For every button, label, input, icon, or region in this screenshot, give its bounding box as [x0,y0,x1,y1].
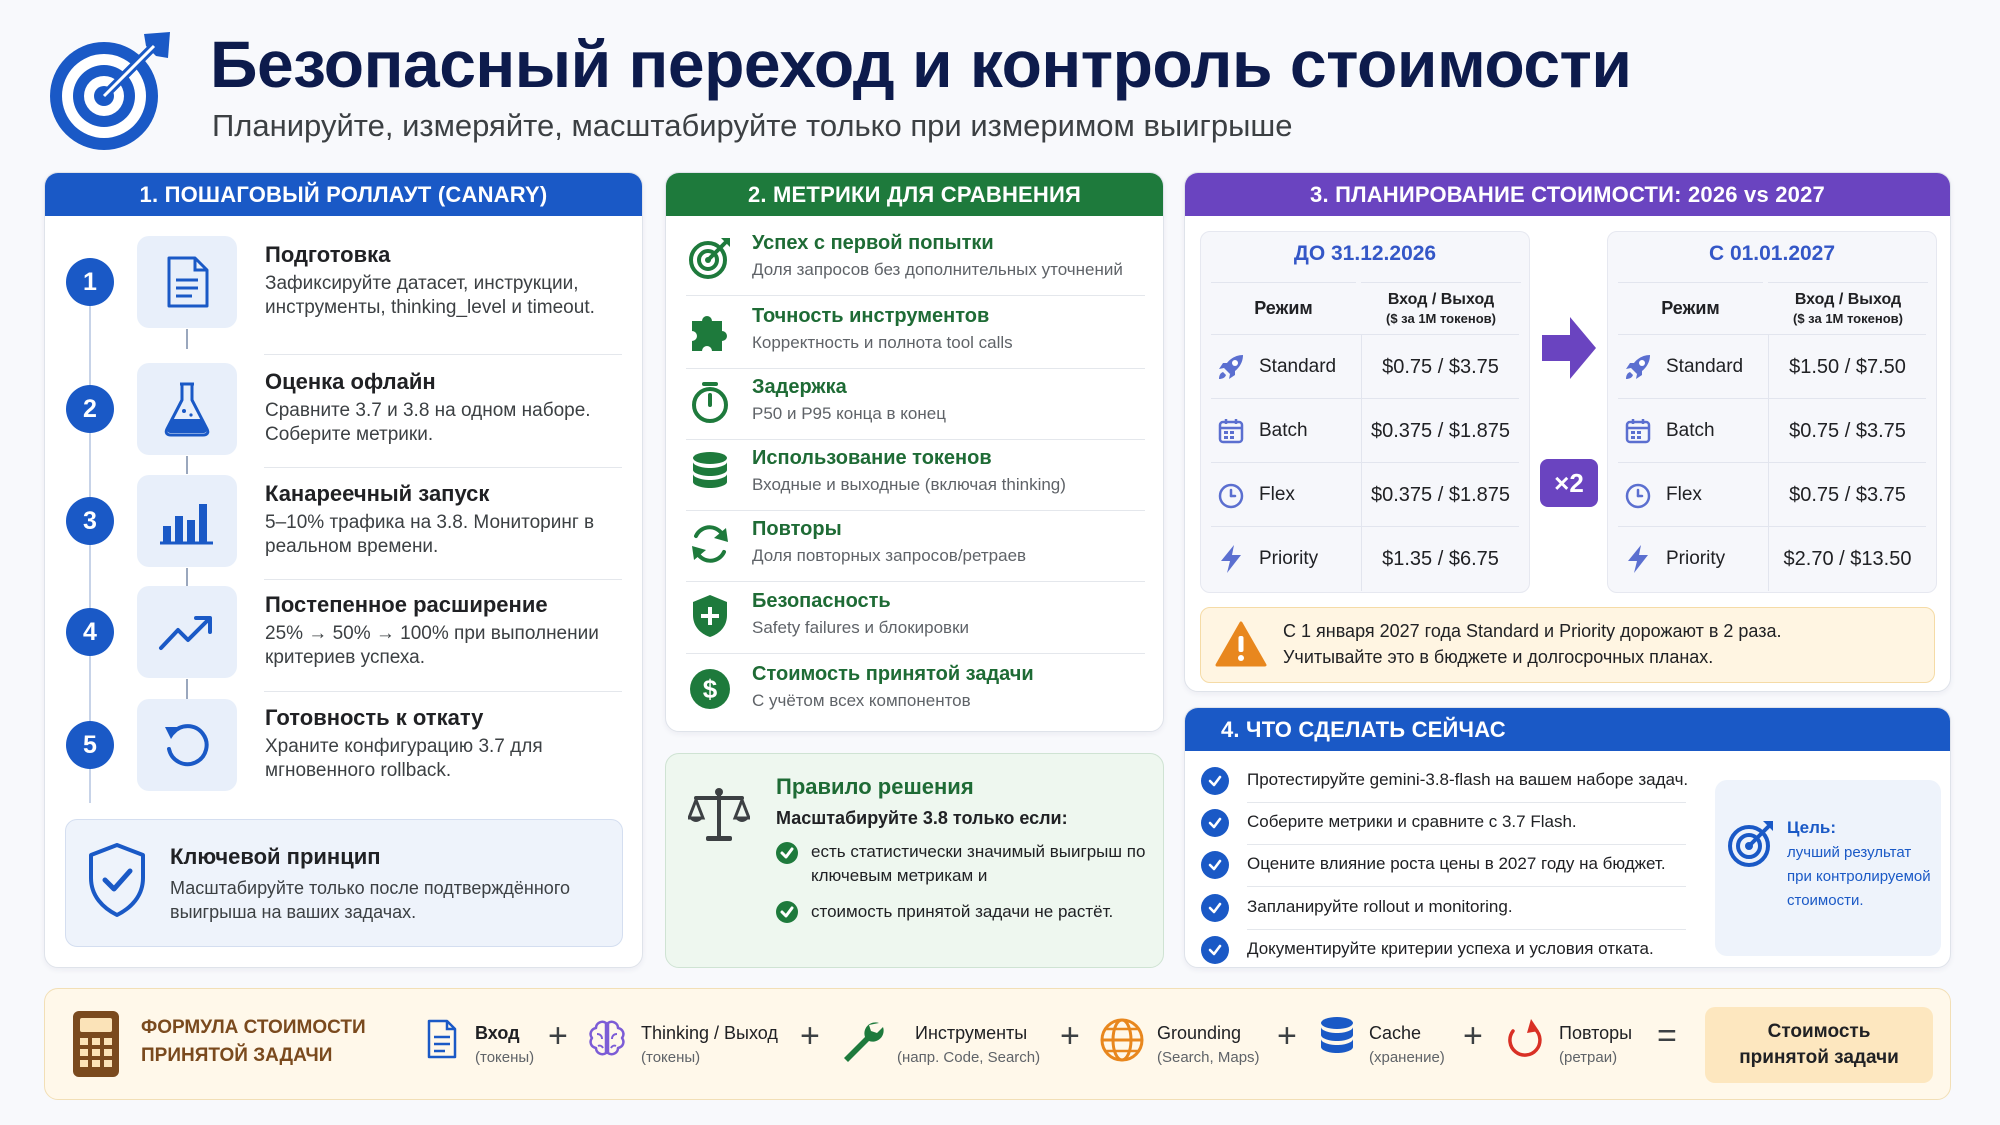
metric-title: Точность инструментов [752,305,990,327]
goal-line-3: стоимости. [1787,892,1864,909]
step-description: Храните конфигурацию 3.7 для мгновенного rollback. [265,736,543,781]
brain-icon [587,1019,627,1059]
shield-check-icon [86,842,148,918]
formula-part-sub: (токены) [475,1049,535,1066]
table-caption: ДО 31.12.2026 [1293,242,1437,265]
step-divider [264,467,622,468]
flask-icon [137,363,237,455]
arrow-right-icon [1540,313,1598,383]
decision-rule-subtitle: Масштабируйте 3.8 только если: [776,808,1068,828]
metric-description: Входные и выходные (включая thinking) [752,475,1066,494]
todo-now-panel [1184,707,1951,968]
table-row [1618,526,1926,590]
key-principle-box [65,819,623,947]
metric-divider [686,581,1145,582]
metric-divider [686,295,1145,296]
svg-text:$: $ [702,674,718,704]
mode-name: Standard [1259,356,1337,377]
key-principle-title: Ключевой принцип [170,844,381,869]
plus-sign: + [548,1017,568,1055]
rollout-step [45,586,643,696]
table-caption: С 01.01.2027 [1708,242,1836,265]
metric-item [686,586,1145,656]
target-logo-icon [44,28,174,154]
equals-sign: = [1657,1017,1677,1055]
page-subtitle: Планируйте, измеряйте, масштабируйте только при измеримом выигрыше [212,108,1293,143]
metric-item [686,228,1145,298]
table-row [1211,526,1519,590]
table-row [1618,398,1926,462]
check-circle-icon [776,842,798,864]
step-description: 25% → 50% → 100% при выполнении критериев успеха. [265,623,599,668]
step-divider [264,354,622,355]
retry-icon [1505,1017,1545,1061]
plus-sign: + [1277,1017,1297,1055]
step-divider [264,691,622,692]
price-value: $0.75 / $3.75 [1768,399,1926,463]
plus-sign: + [800,1017,820,1055]
step-number: 3 [66,497,114,545]
trend-up-icon [137,586,237,678]
check-circle-icon [776,901,798,923]
step-number: 4 [66,608,114,656]
rollout-step [45,699,643,809]
rollout-panel [44,172,643,968]
goal-line-2: при контролируемой [1787,868,1931,885]
dollar-icon [686,665,734,713]
refresh-icon [686,520,734,568]
clock-icon [1618,481,1658,509]
formula-part-sub: (токены) [641,1049,701,1066]
rocket-icon [1618,352,1658,382]
step-arrow [186,568,188,586]
formula-part-label: Grounding [1157,1023,1242,1043]
goal-line-1: лучший результат [1787,844,1912,861]
price-value: $0.375 / $1.875 [1361,399,1519,463]
warning-icon [1215,620,1267,668]
column-header-mode: Режим [1618,282,1763,334]
metric-item [686,301,1145,371]
column-header-price-unit: ($ за 1M токенов) [1386,311,1496,326]
bolt-icon [1211,544,1251,574]
formula-part-label: Повторы [1559,1023,1633,1043]
price-value: $0.75 / $3.75 [1768,463,1926,527]
metric-description: Доля запросов без дополнительных уточнений [752,260,1123,279]
key-principle-text: Масштабируйте только после подтверждённого выигрыша на ваших задачах. [170,878,570,922]
column-header-price-label: Вход / Выход [1794,291,1902,308]
formula-part-label: Вход [475,1023,520,1043]
todo-now-heading: 4. ЧТО СДЕЛАТЬ СЕЙЧАС [1185,708,1950,751]
puzzle-icon [686,307,734,355]
column-header-price-unit: ($ за 1M токенов) [1793,311,1903,326]
goal-label: Цель: [1787,818,1836,837]
metric-description: P50 и P95 конца в конец [752,404,946,423]
step-arrow [186,456,188,474]
warning-line-1: С 1 января 2027 года Standard и Priority дорожают в 2 раза. [1283,621,1782,641]
page-title: Безопасный переход и контроль стоимости [210,27,1632,101]
decision-rule-title: Правило решения [776,774,974,799]
plus-sign: + [1463,1017,1483,1055]
table-row [1618,334,1926,398]
metric-divider [686,368,1145,369]
pricing-table-2026 [1200,231,1530,593]
todo-divider [1247,929,1686,930]
metric-item [686,514,1145,584]
formula-result-line-2: принятой задачи [1739,1047,1899,1068]
mode-name: Flex [1666,484,1702,505]
metrics-panel [665,172,1164,732]
formula-title-line-1: ФОРМУЛА СТОИМОСТИ [141,1017,366,1038]
database-icon [1319,1015,1355,1061]
multiplier-badge: ×2 [1540,459,1598,507]
shield-plus-icon [686,592,734,640]
decision-rule-box [665,753,1164,968]
stopwatch-icon [686,378,734,426]
mode-name: Priority [1666,548,1726,569]
step-number: 2 [66,385,114,433]
rocket-icon [1211,352,1251,382]
calendar-icon [1211,417,1251,445]
column-header-price-label: Вход / Выход [1387,291,1495,308]
price-value: $0.375 / $1.875 [1361,463,1519,527]
column-header-mode: Режим [1211,282,1356,334]
metric-description: Корректность и полнота tool calls [752,333,1013,352]
rollback-icon [137,699,237,791]
document-icon [427,1019,457,1059]
rollout-step [45,363,643,473]
todo-text: Соберите метрики и сравните с 3.7 Flash. [1247,812,1577,831]
scales-icon [688,784,750,844]
cost-planning-panel [1184,172,1951,692]
todo-text: Запланируйте rollout и monitoring. [1247,897,1513,916]
rollout-panel-heading: 1. ПОШАГОВЫЙ РОЛЛАУТ (CANARY) [45,173,642,216]
check-circle-icon [1201,767,1229,795]
metric-title: Задержка [752,376,847,398]
bolt-icon [1618,544,1658,574]
todo-text: Оцените влияние роста цены в 2027 году на бюджет. [1247,854,1666,873]
metric-description: С учётом всех компонентов [752,691,971,710]
plus-sign: + [1060,1017,1080,1055]
metric-divider [686,653,1145,654]
step-description: 5–10% трафика на 3.8. Мониторинг в реальном времени. [265,512,595,557]
check-circle-icon [1201,936,1229,964]
formula-result [1705,1007,1933,1083]
check-circle-icon [1201,809,1229,837]
document-icon [137,236,237,328]
globe-icon [1099,1017,1145,1063]
cost-formula-bar [44,988,1951,1100]
rollout-step [45,236,643,346]
column-header-price [1768,282,1928,334]
wrench-icon [839,1017,885,1063]
step-title: Постепенное расширение [265,592,548,617]
formula-part-label: Инструменты [915,1023,1028,1043]
formula-part-label: Cache [1369,1023,1422,1043]
metric-title: Безопасность [752,590,891,612]
metric-item [686,659,1145,729]
formula-title-line-2: ПРИНЯТОЙ ЗАДАЧИ [141,1045,333,1066]
step-title: Оценка офлайн [265,369,436,394]
formula-part-sub: (ретраи) [1559,1049,1618,1066]
metric-title: Использование токенов [752,447,992,469]
decision-condition: есть статистически значимый выигрыш по ключевым метрикам и [811,842,1146,885]
check-circle-icon [1201,894,1229,922]
step-description: Зафиксируйте датасет, инструкции, инструменты, thinking_level и timeout. [265,273,595,318]
step-number: 1 [66,258,114,306]
step-arrow [186,329,188,349]
price-value: $0.75 / $3.75 [1361,335,1519,399]
price-value: $2.70 / $13.50 [1768,527,1926,591]
target-icon [1727,818,1775,868]
calculator-icon [71,1009,121,1079]
database-icon [686,449,734,497]
formula-part-sub: (напр. Code, Search) [897,1049,1041,1066]
mode-name: Batch [1259,420,1308,441]
warning-line-2: Учитывайте это в бюджете и долгосрочных планах. [1283,647,1714,667]
metric-title: Успех с первой попытки [752,232,994,254]
price-warning-box [1200,607,1935,683]
formula-part-label: Thinking / Выход [641,1023,778,1043]
step-title: Подготовка [265,242,391,267]
goal-box [1715,780,1941,956]
metric-description: Доля повторных запросов/ретраев [752,546,1027,565]
price-value: $1.35 / $6.75 [1361,527,1519,591]
calendar-icon [1618,417,1658,445]
mode-name: Flex [1259,484,1295,505]
target-icon [686,234,734,282]
formula-result-line-1: Стоимость [1767,1021,1871,1042]
bar-chart-icon [137,475,237,567]
step-title: Готовность к откату [265,705,484,730]
metric-item [686,443,1145,513]
todo-divider [1247,802,1686,803]
table-row [1211,334,1519,398]
todo-text: Протестируйте gemini-3.8-flash на вашем наборе задач. [1247,770,1689,789]
rollout-step [45,475,643,585]
table-row [1618,462,1926,526]
column-header-price [1361,282,1521,334]
todo-divider [1247,886,1686,887]
metric-divider [686,510,1145,511]
metric-description: Safety failures и блокировки [752,618,970,637]
clock-icon [1211,481,1251,509]
cost-planning-heading: 3. ПЛАНИРОВАНИЕ СТОИМОСТИ: 2026 vs 2027 [1185,173,1950,216]
mode-name: Standard [1666,356,1744,377]
price-value: $1.50 / $7.50 [1768,335,1926,399]
metric-title: Стоимость принятой задачи [752,663,1034,685]
check-circle-icon [1201,851,1229,879]
step-title: Канареечный запуск [265,481,490,506]
formula-part-sub: (Search, Maps) [1157,1049,1260,1066]
todo-divider [1247,844,1686,845]
mode-name: Priority [1259,548,1319,569]
step-divider [264,579,622,580]
decision-condition: стоимость принятой задачи не растёт. [811,902,1114,921]
step-description: Сравните 3.7 и 3.8 на одном наборе. Соберите метрики. [265,400,591,445]
table-row [1211,462,1519,526]
todo-text: Документируйте критерии успеха и условия отката. [1247,939,1654,958]
step-arrow [186,679,188,699]
metric-divider [686,439,1145,440]
table-row [1211,398,1519,462]
pricing-table-2027 [1607,231,1937,593]
metric-item [686,372,1145,442]
mode-name: Batch [1666,420,1715,441]
step-number: 5 [66,721,114,769]
formula-part-sub: (хранение) [1369,1049,1445,1066]
metric-title: Повторы [752,518,842,540]
metrics-panel-heading: 2. МЕТРИКИ ДЛЯ СРАВНЕНИЯ [666,173,1163,216]
